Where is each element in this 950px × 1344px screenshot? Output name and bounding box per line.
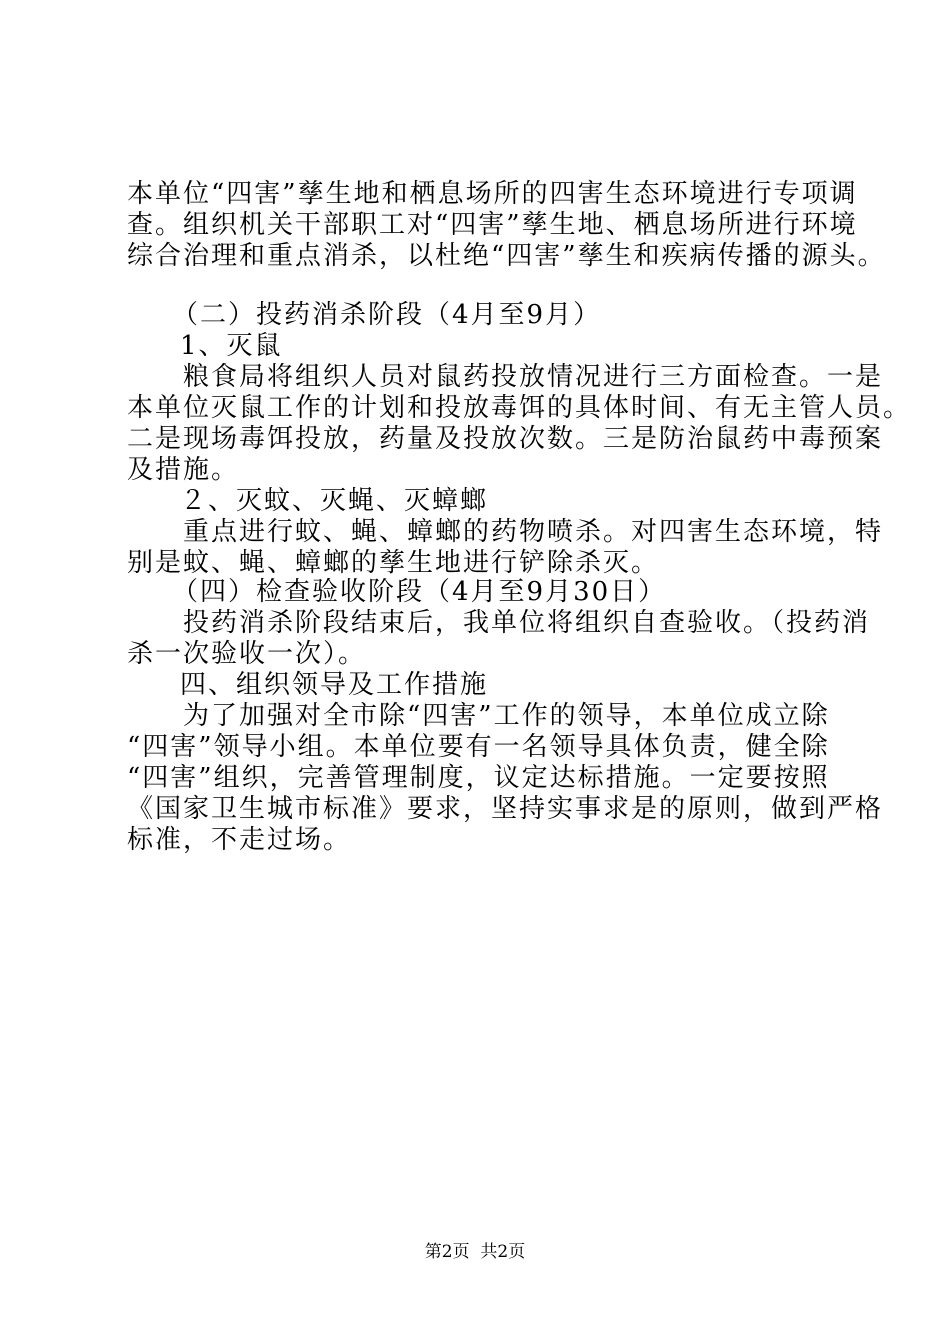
body-text-line: “四害”组织，完善管理制度，议定达标措施。一定要按照	[127, 763, 830, 793]
body-text-line: 杀一次验收一次）。	[127, 639, 367, 669]
body-text-line: 标准，不走过场。	[127, 825, 352, 855]
body-text-line: 《国家卫生城市标准》要求，坚持实事求是的原则，做到严格	[127, 794, 884, 824]
body-text-line: 二是现场毒饵投放，药量及投放次数。三是防治鼠药中毒预案	[127, 424, 884, 454]
subsection-heading: ２、灭蚊、灭蝇、灭蟑螂	[180, 486, 489, 516]
body-text-line: 查。组织机关干部职工对“四害”孳生地、栖息场所进行环境	[127, 210, 858, 240]
body-text-line: “四害”领导小组。本单位要有一名领导具体负责，健全除	[127, 732, 830, 762]
body-text-line: 粮食局将组织人员对鼠药投放情况进行三方面检查。一是	[183, 362, 884, 392]
body-text-line: 别是蚊、蝇、蟑螂的孳生地进行铲除杀灭。	[127, 548, 660, 578]
body-text-line: 重点进行蚊、蝇、蟑螂的药物喷杀。对四害生态环境，特	[183, 517, 884, 547]
page-number-footer: 第2页 共2页	[424, 1242, 526, 1262]
section-heading: （二）投药消杀阶段（4月至9月）	[172, 300, 602, 330]
body-text-line: 为了加强对全市除“四害”工作的领导，本单位成立除	[183, 701, 830, 731]
body-text-line: 综合治理和重点消杀，以杜绝“四害”孳生和疾病传播的源头。	[127, 241, 886, 271]
subsection-heading: 1、灭鼠	[180, 331, 283, 361]
body-text-line: 本单位“四害”孳生地和栖息场所的四害生态环境进行专项调	[127, 179, 858, 209]
section-heading: （四）检查验收阶段（4月至9月30日）	[172, 577, 667, 607]
body-text-line: 及措施。	[127, 455, 240, 485]
body-text-line: 投药消杀阶段结束后，我单位将组织自查验收。（投药消	[183, 608, 871, 638]
section-heading: 四、组织领导及工作措施	[180, 670, 489, 700]
body-text-line: 本单位灭鼠工作的计划和投放毒饵的具体时间、有无主管人员。	[127, 393, 912, 423]
